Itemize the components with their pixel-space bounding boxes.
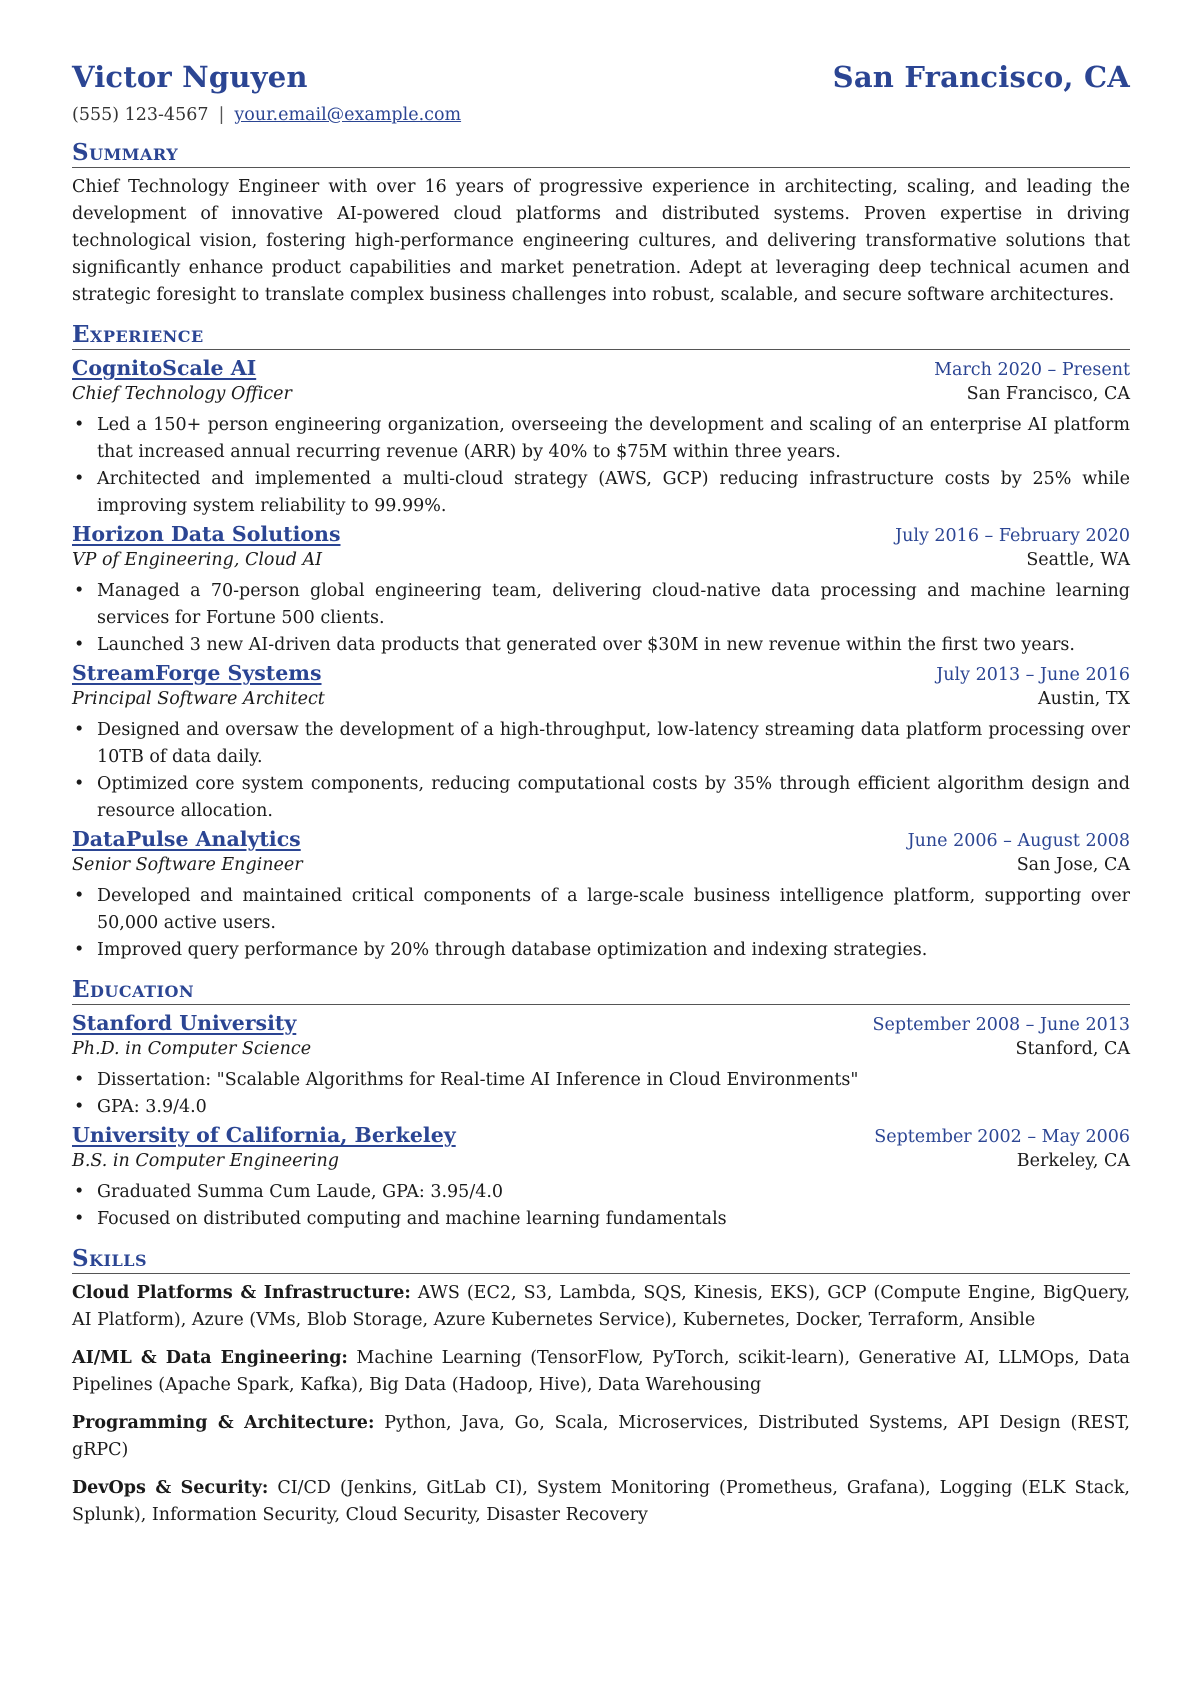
experience-entry <box>72 661 1130 825</box>
phone-number: (555) 123-4567 <box>72 105 209 125</box>
job-title: Chief Technology Officer <box>72 384 292 404</box>
bullet-item: • Launched 3 new AI-driven data products that generated over $30M in new revenue within the first two years. <box>72 632 1130 659</box>
experience-entry <box>72 522 1130 659</box>
entry-dates: June 2006 – August 2008 <box>907 831 1130 851</box>
bullet-item: • GPA: 3.9/4.0 <box>72 1094 1130 1121</box>
bullet-item: • Developed and maintained critical components of a large-scale business intelligence platform, supporting over 50,000 active users. <box>72 883 1130 937</box>
company-name[interactable]: Horizon Data Solutions <box>72 522 341 546</box>
skill-items: CI/CD (Jenkins, GitLab CI), System Monitoring (Prometheus, Grafana), Logging (ELK Stack, Splunk), Information Security, Cloud Security, Disaster Recovery <box>72 1478 1130 1525</box>
section-title-skills: Skills <box>72 1245 1130 1274</box>
degree: B.S. in Computer Engineering <box>72 1151 339 1171</box>
bullet-list <box>72 717 1130 825</box>
header-location: San Francisco, CA <box>832 60 1130 94</box>
entry-location: Seattle, WA <box>1026 550 1130 570</box>
bullet-item: • Architected and implemented a multi-cloud strategy (AWS, GCP) reducing infrastructure costs by 25% while improving system reliability to 99.99%. <box>72 466 1130 520</box>
resume-page <box>72 60 1130 1540</box>
experience-entry <box>72 827 1130 964</box>
bullet-item: • Graduated Summa Cum Laude, GPA: 3.95/4.0 <box>72 1179 1130 1206</box>
entry-location: San Jose, CA <box>1016 855 1130 875</box>
bullet-list <box>72 883 1130 964</box>
experience-entry <box>72 356 1130 520</box>
entry-dates: September 2008 – June 2013 <box>872 1015 1130 1035</box>
skill-category-label: DevOps & Security: <box>72 1478 269 1498</box>
bullet-list <box>72 1179 1130 1233</box>
skill-group <box>72 1280 1130 1334</box>
entry-location: San Francisco, CA <box>966 384 1130 404</box>
skill-items: Python, Java, Go, Scala, Microservices, Distributed Systems, API Design (REST, gRPC) <box>72 1413 1130 1460</box>
entry-location: Berkeley, CA <box>1016 1151 1130 1171</box>
entry-location: Stanford, CA <box>1015 1039 1130 1059</box>
company-name[interactable]: CognitoScale AI <box>72 356 257 380</box>
school-name[interactable]: Stanford University <box>72 1011 297 1035</box>
job-title: Principal Software Architect <box>72 689 325 709</box>
bullet-item: • Dissertation: "Scalable Algorithms for Real-time AI Inference in Cloud Environments" <box>72 1067 1130 1094</box>
bullet-list <box>72 578 1130 659</box>
bullet-item: • Led a 150+ person engineering organization, overseeing the development and scaling of an enterprise AI platform that increased annual recurring revenue (ARR) by 40% to $75M within three years. <box>72 412 1130 466</box>
section-title-summary: Summary <box>72 139 1130 168</box>
degree: Ph.D. in Computer Science <box>72 1039 312 1059</box>
entry-dates: July 2016 – February 2020 <box>895 526 1130 546</box>
company-name[interactable]: StreamForge Systems <box>72 661 322 685</box>
skill-category-label: Cloud Platforms & Infrastructure: <box>72 1283 411 1303</box>
company-name[interactable]: DataPulse Analytics <box>72 827 301 851</box>
school-name[interactable]: University of California, Berkeley <box>72 1123 456 1147</box>
skill-group <box>72 1345 1130 1399</box>
bullet-item: • Optimized core system components, reducing computational costs by 35% through efficient algorithm design and resource allocation. <box>72 771 1130 825</box>
bullet-list <box>72 1067 1130 1121</box>
bullet-item: • Managed a 70-person global engineering team, delivering cloud-native data processing and machine learning services for Fortune 500 clients. <box>72 578 1130 632</box>
education-entry <box>72 1011 1130 1121</box>
education-list <box>72 1011 1130 1233</box>
skill-category-label: Programming & Architecture: <box>72 1413 375 1433</box>
skills-list <box>72 1280 1130 1529</box>
skill-category-label: AI/ML & Data Engineering: <box>72 1348 348 1368</box>
skill-group <box>72 1475 1130 1529</box>
summary-text: Chief Technology Engineer with over 16 years of progressive experience in architecting, scaling, and leading the development of innovative AI-powered cloud platforms and distributed systems. Proven expertise in driving technological vision, fostering high-performance engineering cultures, and delivering transformative solutions that significantly enhance product capabilities and market penetration. Adept at leveraging deep technical acumen and strategic foresight to translate complex business challenges into robust, scalable, and secure software architectures. <box>72 177 1130 305</box>
education-entry <box>72 1123 1130 1233</box>
entry-dates: September 2002 – May 2006 <box>874 1127 1130 1147</box>
bullet-item: • Designed and oversaw the development of a high-throughput, low-latency streaming data platform processing over 10TB of data daily. <box>72 717 1130 771</box>
email-link[interactable]: your.email@example.com <box>234 105 462 125</box>
bullet-item: • Improved query performance by 20% through database optimization and indexing strategies. <box>72 937 1130 964</box>
bullet-list <box>72 412 1130 520</box>
entry-dates: July 2013 – June 2016 <box>936 665 1130 685</box>
job-title: Senior Software Engineer <box>72 855 303 875</box>
section-title-education: Education <box>72 976 1130 1005</box>
entry-location: Austin, TX <box>1037 689 1130 709</box>
resume-header <box>72 60 1130 94</box>
skill-items: AWS (EC2, S3, Lambda, SQS, Kinesis, EKS), GCP (Compute Engine, BigQuery, AI Platform), Azure (VMs, Blob Storage, Azure Kubernetes Service), Kubernetes, Docker, Terraform, Ansible <box>72 1283 1130 1330</box>
contact-separator: | <box>218 105 225 125</box>
experience-list <box>72 356 1130 964</box>
contact-line <box>72 105 1130 125</box>
candidate-name: Victor Nguyen <box>72 60 308 94</box>
skill-group <box>72 1410 1130 1464</box>
section-title-experience: Experience <box>72 321 1130 350</box>
bullet-item: • Focused on distributed computing and machine learning fundamentals <box>72 1206 1130 1233</box>
skill-items: Machine Learning (TensorFlow, PyTorch, scikit-learn), Generative AI, LLMOps, Data Pipelines (Apache Spark, Kafka), Big Data (Hadoop, Hive), Data Warehousing <box>72 1348 1130 1395</box>
entry-dates: March 2020 – Present <box>934 360 1130 380</box>
job-title: VP of Engineering, Cloud AI <box>72 550 323 570</box>
